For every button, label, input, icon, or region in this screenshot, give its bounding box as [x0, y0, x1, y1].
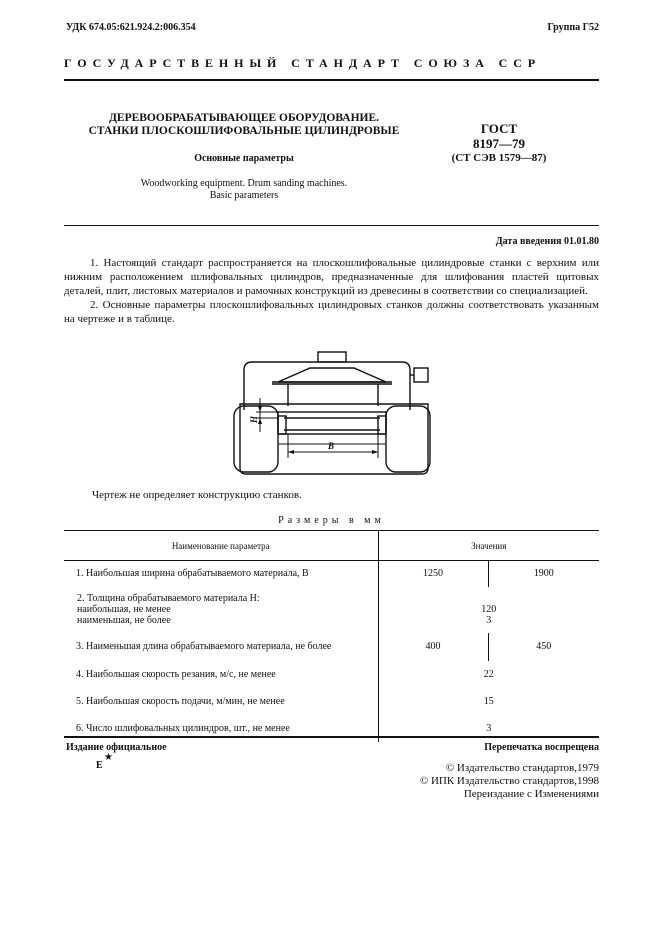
row-2-value-min: 3 [486, 615, 492, 626]
table-row [64, 688, 599, 715]
row-4-label: 4. Наибольшая скорость резания, м/с, не менее [76, 668, 276, 680]
gost-number: 8197—79 [473, 136, 525, 151]
row-3-value-1: 400 [378, 633, 488, 661]
upper-housing [244, 362, 410, 410]
row-2-values [378, 587, 599, 633]
title-line-2: СТАНКИ ПЛОСКОШЛИФОВАЛЬНЫЕ ЦИЛИНДРОВЫЕ [88, 125, 400, 137]
sev-reference: (СТ СЭВ 1579—87) [451, 152, 547, 164]
row-1-value-1: 1250 [378, 561, 488, 587]
row-2-label-line-3: наименьшая, не более [77, 615, 171, 626]
table-row [64, 633, 599, 661]
row-5-value: 15 [378, 688, 599, 715]
right-roller [386, 406, 430, 472]
gost-designation [440, 121, 558, 166]
introduction-date: Дата введения 01.01.80 [495, 236, 599, 247]
side-box [414, 368, 428, 382]
copyright-1998: © ИПК Издательство стандартов,1998 [419, 775, 599, 787]
row-5-label: 5. Наибольшая скорость подачи, м/мин, не менее [76, 695, 285, 707]
row-2-value-spacer [380, 593, 599, 604]
gost-label: ГОСТ [480, 121, 518, 136]
group-code: Группа Г52 [547, 22, 599, 33]
row-6-value: 3 [378, 715, 599, 742]
table-row [64, 661, 599, 688]
body-text [64, 256, 599, 326]
bottom-rule [64, 736, 599, 738]
workpiece [278, 412, 386, 434]
top-hood [318, 352, 346, 362]
row-4-value: 22 [378, 661, 599, 688]
copyright-1979: © Издательство стандартов,1979 [445, 762, 599, 774]
row-3-label: 3. Наименьшая длина обрабатываемого материала, не более [76, 641, 332, 652]
e-mark: Е [96, 760, 103, 771]
table-row [64, 561, 599, 587]
row-6-label: 6. Число шлифовальных цилиндров, шт., не менее [76, 722, 290, 734]
official-edition: Издание официальное [66, 742, 167, 753]
star-icon: ★ [104, 752, 113, 763]
udk-code: УДК 674.05:621.924.2:006.354 [66, 22, 196, 33]
english-title-line-2: Basic parameters [209, 190, 279, 201]
row-2-label [64, 587, 378, 633]
reissue-note: Переиздание с Изменениями [463, 788, 599, 800]
row-3-value-2: 450 [488, 633, 599, 661]
reprint-prohibited: Перепечатка воспрещена [484, 742, 599, 753]
document-subtitle: Основные параметры [194, 153, 294, 164]
english-title-line-1: Woodworking equipment. Drum sanding machines. [140, 178, 348, 189]
table-caption: Размеры в мм [278, 515, 385, 526]
copyright-block [420, 762, 599, 801]
document-title [64, 112, 424, 138]
middle-rule [64, 225, 599, 226]
lower-frame [240, 404, 428, 474]
row-2-value-max: 120 [481, 604, 497, 615]
row-2-label-line-2: наибольшая, не менее [77, 604, 171, 615]
paragraph-2: 2. Основные параметры плоскошлифовальных цилиндровых станков должны соответствовать указанным на чертеже и в таблице. [64, 299, 599, 325]
table-row [64, 587, 599, 633]
header-parameter: Наименование параметра [64, 531, 378, 561]
top-rule [64, 79, 599, 81]
row-2-label-line-1: 2. Толщина обрабатываемого материала H: [77, 593, 260, 604]
drawing-note: Чертеж не определяет конструкцию станков. [92, 489, 302, 501]
table-header-row [64, 531, 599, 561]
parameters-table [64, 530, 599, 742]
state-standard-banner: ГОСУДАРСТВЕННЫЙ СТАНДАРТ СОЮЗА ССР [64, 56, 542, 70]
header-values: Значения [378, 531, 599, 561]
label-h: H [249, 415, 259, 423]
row-1-value-2: 1900 [488, 561, 599, 587]
english-title [64, 178, 424, 202]
row-1-label: 1. Наибольшая ширина обрабатываемого материала, B [76, 568, 309, 580]
inner-hood [278, 368, 386, 382]
label-b: B [328, 441, 335, 451]
machine-drawing [232, 346, 436, 480]
title-line-1: ДЕРЕВООБРАБАТЫВАЮЩЕЕ ОБОРУДОВАНИЕ. [108, 112, 380, 124]
paragraph-1: 1. Настоящий стандарт распространяется на плоскошлифовальные цилиндровые станки с верхним или нижним расположением шлифовальных цилиндров, предназначенные для шлифования пластей щитовых деталей, плит, листовых материалов и рамочных конструкций из древесины в соответствии со специализацией. [64, 257, 599, 297]
